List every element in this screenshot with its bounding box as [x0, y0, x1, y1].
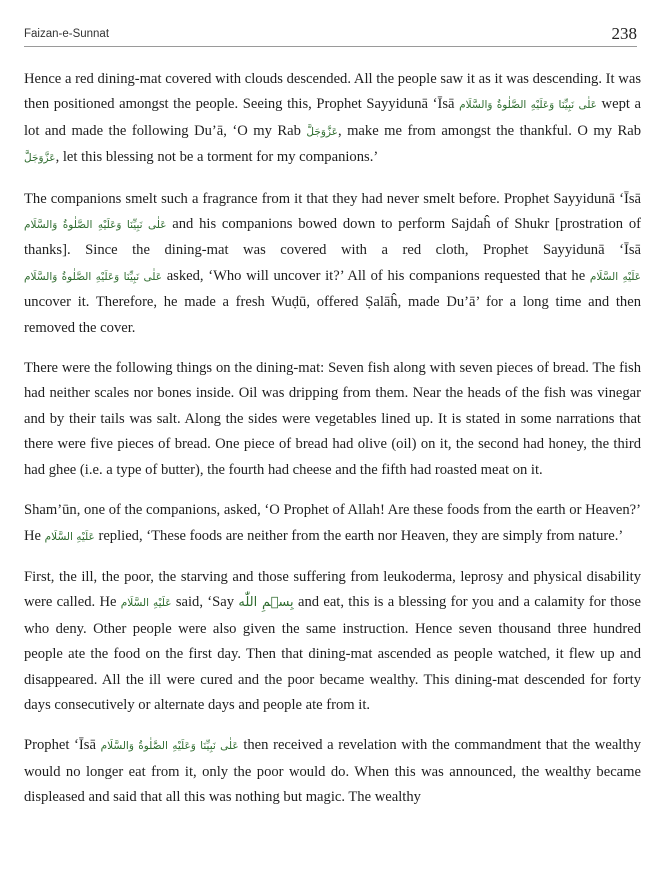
text-run: wept a lot and made the following Du’ā, ‘O my Rab: [24, 96, 641, 139]
arabic-honorific: عَلَیْهِ السَّلَام: [120, 597, 172, 610]
text-run: uncover it. Therefore, he made a fresh Wuḍū, offered Ṣalāĥ, made Du’ā’ for a long time and then removed the cover.: [24, 294, 641, 336]
paragraph: [24, 187, 641, 341]
page-number: 238: [611, 24, 637, 43]
text-run: replied, ‘These foods are neither from the earth nor Heaven, they are simply from nature.’: [94, 527, 624, 544]
text-run: Prophet ‘Īsā: [24, 737, 101, 754]
text-run: First, the ill, the poor, the starving and those suffering from leukoderma, leprosy and physical disability were called. He: [24, 568, 641, 611]
text-run: and his companions bowed down to perform Sajdaĥ of Shukr [prostration of thanks]. Since the dining-mat was covered with a red cloth, Prophet Sayyidunā ‘Īsā: [24, 216, 641, 259]
arabic-honorific: عَلَیْهِ السَّلَام: [44, 530, 95, 543]
running-header: [24, 22, 637, 47]
text-run: asked, ‘Who will uncover it?’ All of his companions requested that he: [162, 267, 590, 284]
text-run: then received a revelation with the commandment that the wealthy would no longer eat from it, only the poor would do. When this was announced, the wealthy became displeased and said that all this was nothing but magic. The wealthy: [24, 737, 641, 806]
book-title: Faizan-e-Sunnat: [24, 28, 110, 40]
text-run: said, ‘Say: [171, 594, 239, 611]
paragraph: [24, 565, 641, 718]
paragraph: [24, 356, 641, 483]
arabic-honorific: عَزَّوَجَلَّ: [306, 125, 338, 138]
text-run: and eat, this is a blessing for you and a calamity for those who deny. Other people were also given the same instruction. Hence seven thousand three hundred people ate the food on the first day. Then that dining-mat ascended as people watched, it flew up and disappeared. All the ill were cured and the poor became wealthy. This dining-mat descended for forty days consecutively or alternate days and people ate from it.: [24, 594, 641, 713]
text-run: The companions smelt such a fragrance from it that they had never smelt before. Prophet Sayyidunā ‘Īsā: [24, 190, 641, 207]
text-run: , let this blessing not be a torment for my companions.’: [55, 149, 379, 166]
arabic-honorific: عَلٰی نَبِیِّنَا وَعَلَیْهِ الصَّلٰوةُ وَالسَّلَام: [100, 740, 239, 753]
arabic-honorific: بِسۡمِ اللّٰه: [238, 595, 294, 611]
text-run: There were the following things on the dining-mat: Seven fish along with seven pieces of bread. The fish had neither scales nor bones inside. Oil was dripping from them. Near the heads of the fish was vinegar and by their tails was salt. Along the sides were vegetables lined up. It is stated in some narrations that there were five pieces of bread. One piece of bread had olive (oil) on it, the second had honey, the third had ghee (i.e. a type of butter), the fourth had cheese and the fifth had roasted meat on it.: [24, 360, 641, 478]
paragraph: [24, 498, 641, 550]
body-text: [24, 67, 641, 826]
arabic-honorific: عَلٰی نَبِیِّنَا وَعَلَیْهِ الصَّلٰوةُ وَالسَّلَام: [24, 219, 167, 232]
arabic-honorific: عَلٰی نَبِیِّنَا وَعَلَیْهِ الصَّلٰوةُ وَالسَّلَام: [459, 99, 597, 112]
text-run: Hence a red dining-mat covered with clouds descended. All the people saw it as it was descending. It was then positioned amongst the people. Seeing this, Prophet Sayyidunā ‘Īsā: [24, 71, 641, 113]
text-run: Sham’ūn, one of the companions, asked, ‘O Prophet of Allah! Are these foods from the earth or Heaven?’ He: [24, 502, 641, 544]
arabic-honorific: عَزَّوَجَلَّ: [24, 152, 56, 165]
paragraph: [24, 67, 641, 172]
text-run: , make me from amongst the thankful. O my Rab: [337, 122, 641, 139]
paragraph: [24, 733, 641, 810]
arabic-honorific: عَلَیْهِ السَّلَام: [589, 270, 641, 283]
arabic-honorific: عَلٰی نَبِیِّنَا وَعَلَیْهِ الصَّلٰوةُ وَالسَّلَام: [24, 270, 163, 283]
